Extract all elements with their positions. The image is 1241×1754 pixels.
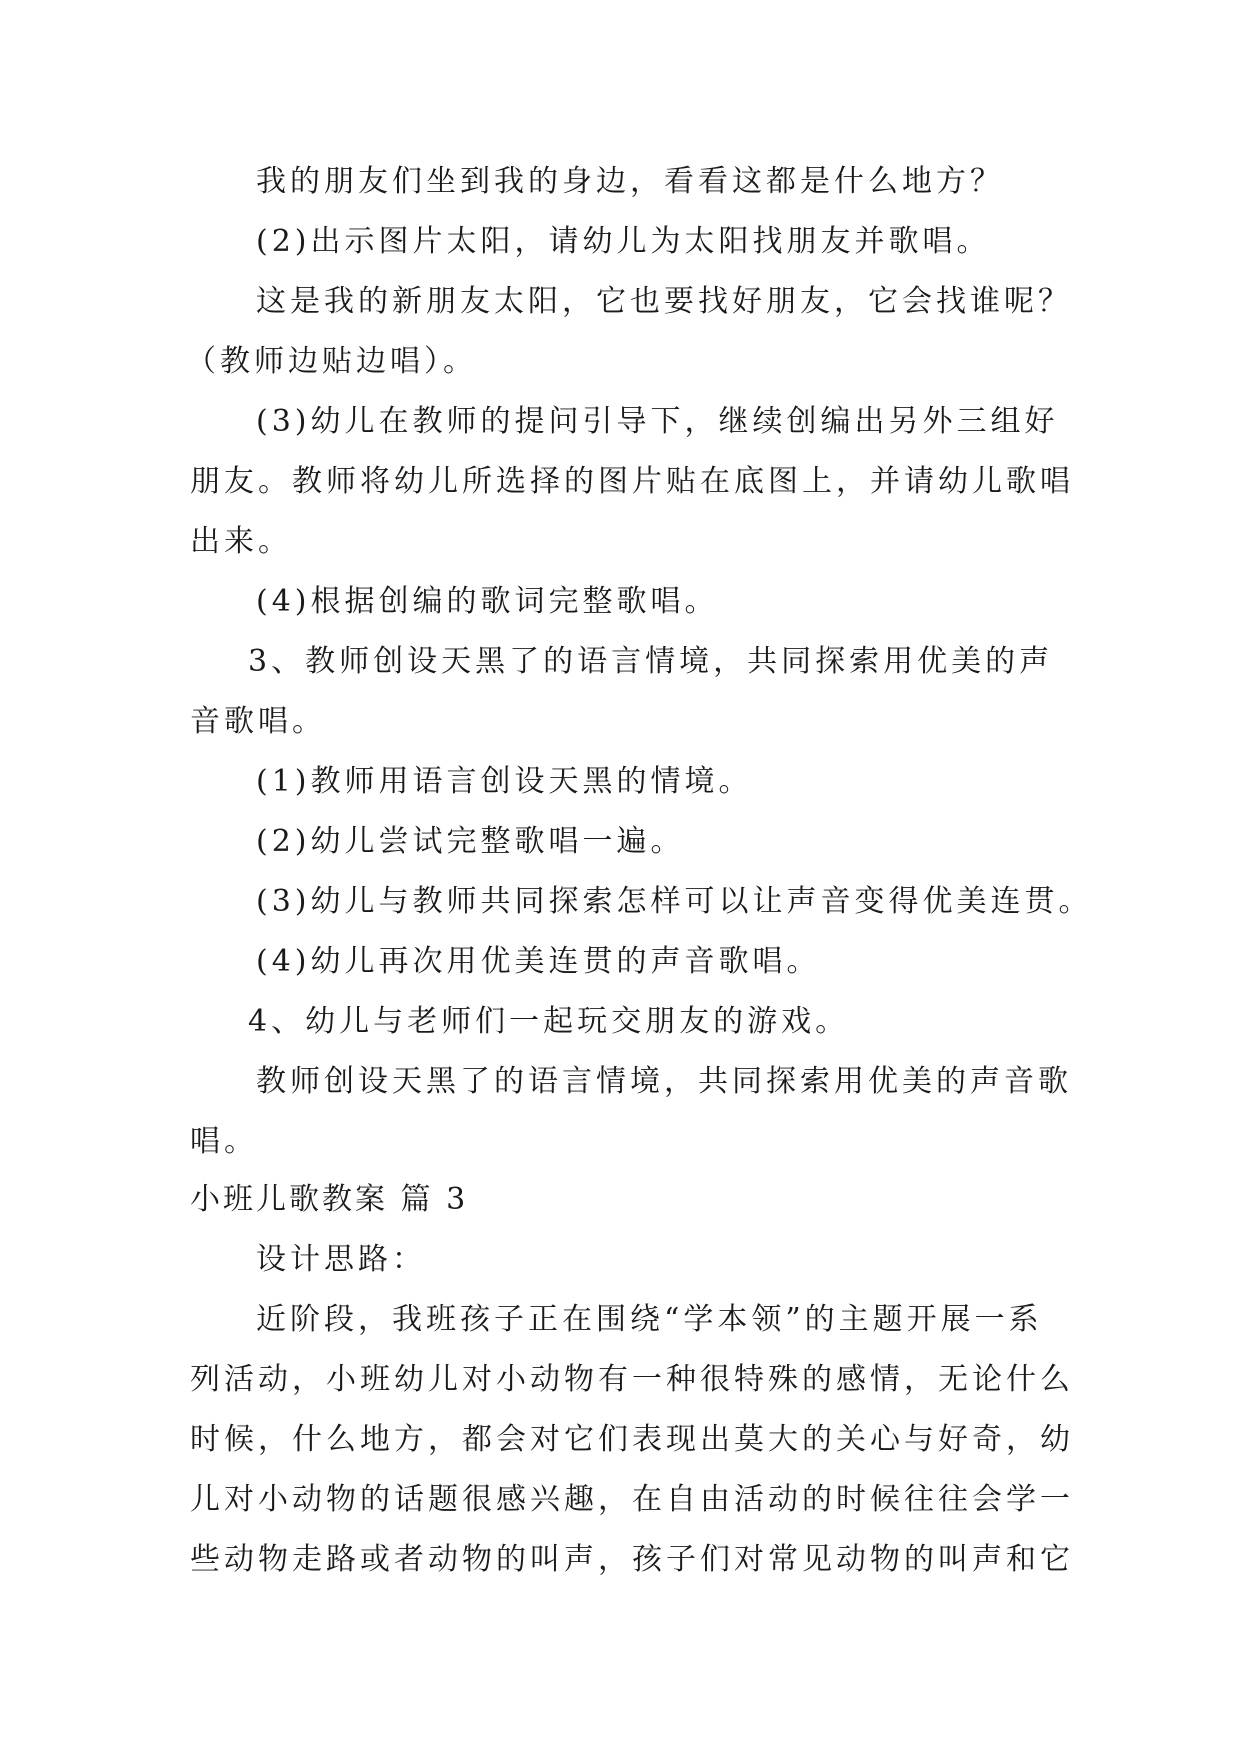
paragraph-line: 时候，什么地方，都会对它们表现出莫大的关心与好奇，幼 [190, 1422, 1074, 1457]
paragraph-line: 近阶段，我班孩子正在围绕“学本领”的主题开展一系 [256, 1302, 1043, 1337]
paragraph-line: 4、幼儿与老师们一起玩交朋友的游戏。 [248, 1004, 850, 1039]
paragraph-line: 朋友。教师将幼儿所选择的图片贴在底图上，并请幼儿歌唱 [190, 464, 1074, 499]
paragraph-line: (3)幼儿在教师的提问引导下，继续创编出另外三组好 [256, 404, 1059, 439]
paragraph-line: 儿对小动物的话题很感兴趣，在自由活动的时候往往会学一 [190, 1482, 1074, 1517]
paragraph-line: (2)幼儿尝试完整歌唱一遍。 [256, 824, 685, 859]
paragraph-line: 这是我的新朋友太阳，它也要找好朋友，它会找谁呢？ [256, 284, 1072, 319]
paragraph-line: （教师边贴边唱）。 [186, 344, 477, 379]
paragraph-line: 教师创设天黑了的语言情境，共同探索用优美的声音歌 [256, 1064, 1072, 1099]
paragraph-line: (4)根据创编的歌词完整歌唱。 [256, 584, 719, 619]
paragraph-line: 出来。 [190, 524, 292, 559]
paragraph-line: 列活动，小班幼儿对小动物有一种很特殊的感情，无论什么 [190, 1362, 1074, 1397]
paragraph-line: 些动物走路或者动物的叫声，孩子们对常见动物的叫声和它 [190, 1542, 1074, 1577]
paragraph-line: 设计思路： [256, 1242, 426, 1277]
paragraph-line: (1)教师用语言创设天黑的情境。 [256, 764, 753, 799]
paragraph-line: 3、教师创设天黑了的语言情境，共同探索用优美的声 [248, 644, 1054, 679]
section-heading: 小班儿歌教案 篇 3 [190, 1182, 469, 1217]
paragraph-line: 我的朋友们坐到我的身边，看看这都是什么地方？ [256, 164, 1004, 199]
paragraph-line: (4)幼儿再次用优美连贯的声音歌唱。 [256, 944, 821, 979]
paragraph-line: (2)出示图片太阳，请幼儿为太阳找朋友并歌唱。 [256, 224, 991, 259]
paragraph-line: 唱。 [190, 1124, 258, 1159]
paragraph-line: (3)幼儿与教师共同探索怎样可以让声音变得优美连贯。 [256, 884, 1093, 919]
paragraph-line: 音歌唱。 [190, 704, 326, 739]
